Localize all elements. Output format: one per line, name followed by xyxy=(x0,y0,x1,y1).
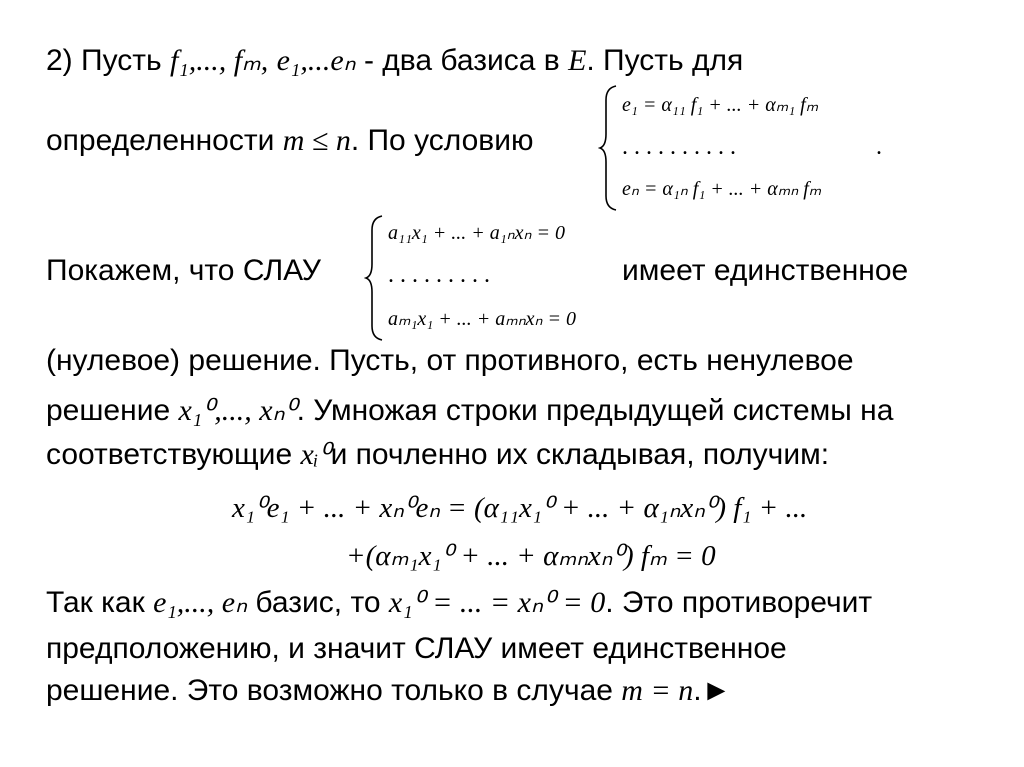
line3-suffix: имеет единственное xyxy=(622,254,909,287)
line8-text: предположению, и значит СЛАУ имеет единственное xyxy=(46,632,787,665)
line5-prefix: решение xyxy=(46,394,171,427)
line9-suffix: .► xyxy=(693,674,732,707)
system1-row1: e₁ = α₁₁ f₁ + ... + αₘ₁ fₘ xyxy=(622,94,819,116)
line6-math: xᵢ⁰ xyxy=(300,438,331,471)
line1-text: - два базиса в xyxy=(363,44,560,77)
equation-1: x₁⁰e₁ + ... + xₙ⁰eₙ = (α₁₁x₁⁰ + ... + α₁ₙxₙ⁰) f₁ + ... xyxy=(232,492,808,524)
e-basis: e₁,...eₙ xyxy=(276,44,356,77)
line-4 xyxy=(46,344,854,378)
line7-prefix: Так как xyxy=(46,586,145,619)
line-1 xyxy=(46,44,743,78)
line7-math1: e₁,..., eₙ xyxy=(153,586,248,619)
system1-row3: eₙ = α₁ₙ f₁ + ... + αₘₙ fₘ xyxy=(622,178,822,200)
system1-brace xyxy=(598,84,620,212)
system1-dots: . . . . . . . . . . xyxy=(622,134,736,160)
line1-suffix: . Пусть для xyxy=(586,44,744,77)
system1-end-dot: . xyxy=(876,134,882,160)
line7-math2: x₁⁰ = ... = xₙ⁰ = 0 xyxy=(388,586,606,619)
system2-dots: . . . . . . . . . xyxy=(388,262,490,288)
line-7 xyxy=(46,586,872,620)
line-9 xyxy=(46,674,731,708)
line4-text: (нулевое) решение. Пусть, от противного, есть ненулевое xyxy=(46,344,854,377)
line2-math: m ≤ n xyxy=(282,124,351,157)
equation-2: +(αₘ₁x₁⁰ + ... + αₘₙxₙ⁰) fₘ = 0 xyxy=(346,540,716,572)
line9-prefix: решение. Это возможно только в случае xyxy=(46,674,613,707)
line7-suffix: . Это противоречит xyxy=(605,586,873,619)
space-symbol: E xyxy=(568,44,587,77)
system2-row1: a₁₁x₁ + ... + a₁ₙxₙ = 0 xyxy=(388,222,565,244)
line6-prefix: соответствующие xyxy=(46,438,293,471)
system2-row3: aₘ₁x₁ + ... + aₘₙxₙ = 0 xyxy=(388,308,577,330)
line-6 xyxy=(46,438,829,472)
line5-suffix: . Умножая строки предыдущей системы на xyxy=(296,394,894,427)
line1-prefix: 2) Пусть xyxy=(46,44,162,77)
line7-mid: базис, то xyxy=(255,586,381,619)
line-2 xyxy=(46,124,533,158)
f-basis: f₁,..., fₘ, xyxy=(169,44,269,77)
line-8 xyxy=(46,632,787,666)
line-3-prefix xyxy=(46,254,321,288)
line9-math: m = n xyxy=(621,674,694,707)
line6-suffix: и почленно их складывая, получим: xyxy=(330,438,830,471)
line3-prefix: Покажем, что СЛАУ xyxy=(46,254,321,287)
line2-suffix: . По условию xyxy=(350,124,534,157)
system2-brace xyxy=(364,214,386,342)
line-5 xyxy=(46,394,893,428)
line5-math: x₁⁰,..., xₙ⁰ xyxy=(178,394,297,427)
line2-text: определенности xyxy=(46,124,275,157)
line-3-suffix xyxy=(622,254,908,288)
